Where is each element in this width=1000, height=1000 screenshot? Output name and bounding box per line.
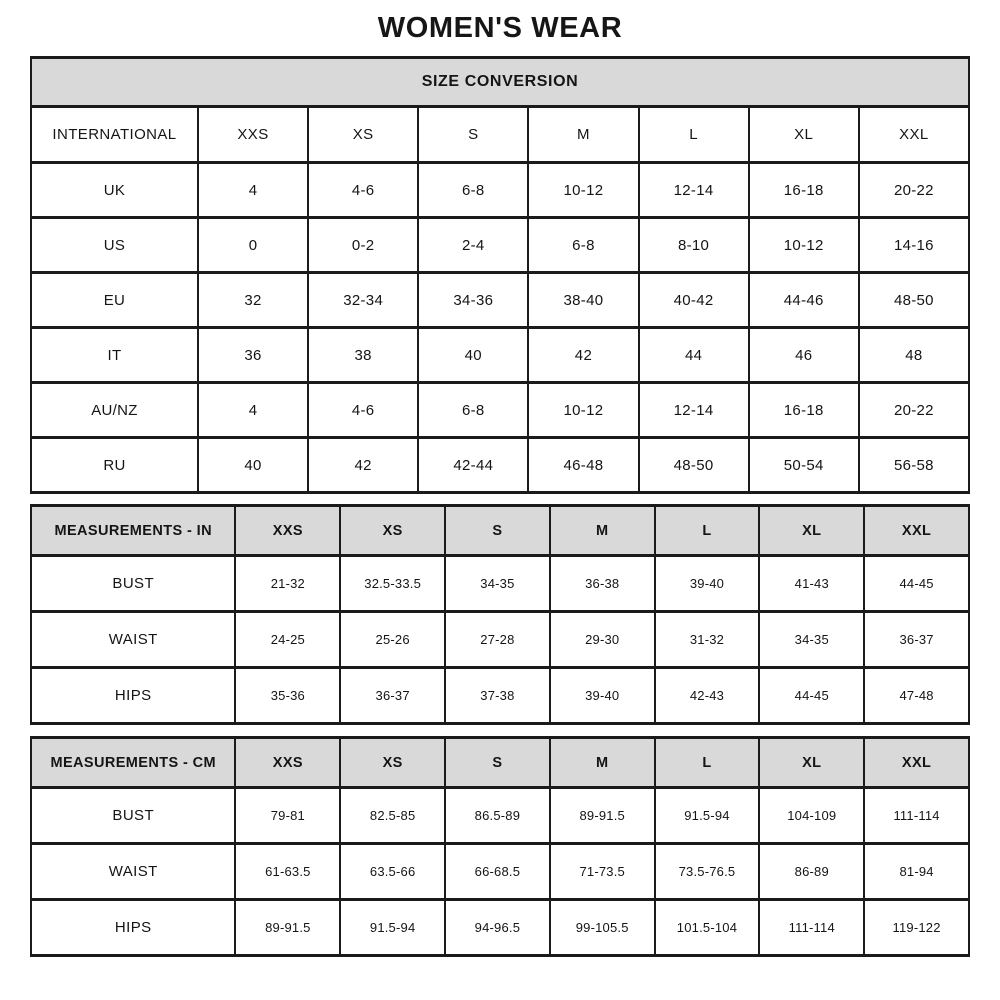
value-cell: 48-50 <box>859 273 969 328</box>
value-cell: 61-63.5 <box>235 844 340 900</box>
column-header: XXS <box>235 738 340 788</box>
table-row <box>31 218 969 273</box>
value-cell: 44-45 <box>864 556 969 612</box>
value-cell: 89-91.5 <box>550 788 655 844</box>
column-header: XXS <box>235 506 340 556</box>
row-header-label: MEASUREMENTS - CM <box>31 738 235 788</box>
value-cell: 34-35 <box>759 612 864 668</box>
value-cell: 36-37 <box>340 668 445 724</box>
table-row <box>31 668 969 724</box>
column-header: M <box>550 506 655 556</box>
column-header: XS <box>340 738 445 788</box>
value-cell: 86-89 <box>759 844 864 900</box>
value-cell: 4 <box>198 383 308 438</box>
row-label: WAIST <box>31 612 235 668</box>
value-cell: 20-22 <box>859 383 969 438</box>
table-row <box>31 844 969 900</box>
value-cell: 71-73.5 <box>550 844 655 900</box>
header-row <box>31 738 969 788</box>
column-header: L <box>639 107 749 163</box>
value-cell: 31-32 <box>655 612 760 668</box>
value-cell: 48 <box>859 328 969 383</box>
row-label: WAIST <box>31 844 235 900</box>
value-cell: 99-105.5 <box>550 900 655 956</box>
column-header: S <box>445 506 550 556</box>
value-cell: 14-16 <box>859 218 969 273</box>
value-cell: 47-48 <box>864 668 969 724</box>
header-row <box>31 506 969 556</box>
value-cell: 111-114 <box>864 788 969 844</box>
value-cell: 37-38 <box>445 668 550 724</box>
column-header: XL <box>759 738 864 788</box>
column-header: L <box>655 738 760 788</box>
value-cell: 38 <box>308 328 418 383</box>
value-cell: 42 <box>528 328 638 383</box>
value-cell: 4 <box>198 163 308 218</box>
value-cell: 4-6 <box>308 163 418 218</box>
column-header: XL <box>749 107 859 163</box>
column-header: XL <box>759 506 864 556</box>
value-cell: 73.5-76.5 <box>655 844 760 900</box>
value-cell: 34-35 <box>445 556 550 612</box>
value-cell: 36-37 <box>864 612 969 668</box>
column-header: XXL <box>864 506 969 556</box>
value-cell: 89-91.5 <box>235 900 340 956</box>
value-cell: 32-34 <box>308 273 418 328</box>
value-cell: 32 <box>198 273 308 328</box>
value-cell: 46-48 <box>528 438 638 493</box>
value-cell: 21-32 <box>235 556 340 612</box>
column-header: XS <box>308 107 418 163</box>
value-cell: 42 <box>308 438 418 493</box>
value-cell: 50-54 <box>749 438 859 493</box>
value-cell: 38-40 <box>528 273 638 328</box>
column-header: XXL <box>859 107 969 163</box>
value-cell: 66-68.5 <box>445 844 550 900</box>
table-title-row <box>31 58 969 107</box>
value-cell: 12-14 <box>639 163 749 218</box>
column-header: L <box>655 506 760 556</box>
value-cell: 12-14 <box>639 383 749 438</box>
value-cell: 79-81 <box>235 788 340 844</box>
measurements-cm-table <box>30 736 970 957</box>
value-cell: 56-58 <box>859 438 969 493</box>
value-cell: 111-114 <box>759 900 864 956</box>
value-cell: 20-22 <box>859 163 969 218</box>
column-header: S <box>418 107 528 163</box>
value-cell: 42-43 <box>655 668 760 724</box>
table-row <box>31 556 969 612</box>
value-cell: 0 <box>198 218 308 273</box>
column-header: XXL <box>864 738 969 788</box>
value-cell: 34-36 <box>418 273 528 328</box>
value-cell: 29-30 <box>550 612 655 668</box>
value-cell: 40 <box>418 328 528 383</box>
row-header-label: INTERNATIONAL <box>31 107 198 163</box>
row-label: UK <box>31 163 198 218</box>
value-cell: 16-18 <box>749 383 859 438</box>
value-cell: 41-43 <box>759 556 864 612</box>
table-row <box>31 328 969 383</box>
table-row <box>31 900 969 956</box>
table-row <box>31 438 969 493</box>
value-cell: 94-96.5 <box>445 900 550 956</box>
value-cell: 101.5-104 <box>655 900 760 956</box>
value-cell: 82.5-85 <box>340 788 445 844</box>
row-label: HIPS <box>31 900 235 956</box>
table-row <box>31 273 969 328</box>
value-cell: 63.5-66 <box>340 844 445 900</box>
row-header-label: MEASUREMENTS - IN <box>31 506 235 556</box>
table-row <box>31 612 969 668</box>
column-header: M <box>550 738 655 788</box>
value-cell: 24-25 <box>235 612 340 668</box>
value-cell: 35-36 <box>235 668 340 724</box>
value-cell: 25-26 <box>340 612 445 668</box>
value-cell: 44-46 <box>749 273 859 328</box>
value-cell: 32.5-33.5 <box>340 556 445 612</box>
table-title: SIZE CONVERSION <box>31 58 969 107</box>
value-cell: 36-38 <box>550 556 655 612</box>
column-header: XS <box>340 506 445 556</box>
value-cell: 36 <box>198 328 308 383</box>
value-cell: 48-50 <box>639 438 749 493</box>
value-cell: 10-12 <box>749 218 859 273</box>
value-cell: 6-8 <box>418 163 528 218</box>
column-header: S <box>445 738 550 788</box>
value-cell: 86.5-89 <box>445 788 550 844</box>
row-label: HIPS <box>31 668 235 724</box>
value-cell: 8-10 <box>639 218 749 273</box>
value-cell: 27-28 <box>445 612 550 668</box>
table-row <box>31 788 969 844</box>
value-cell: 10-12 <box>528 383 638 438</box>
column-header: XXS <box>198 107 308 163</box>
size-chart-page <box>30 0 970 957</box>
value-cell: 39-40 <box>655 556 760 612</box>
page-title: WOMEN'S WEAR <box>377 12 623 44</box>
value-cell: 119-122 <box>864 900 969 956</box>
value-cell: 16-18 <box>749 163 859 218</box>
row-label: RU <box>31 438 198 493</box>
value-cell: 40-42 <box>639 273 749 328</box>
value-cell: 4-6 <box>308 383 418 438</box>
value-cell: 40 <box>198 438 308 493</box>
value-cell: 0-2 <box>308 218 418 273</box>
value-cell: 6-8 <box>418 383 528 438</box>
value-cell: 6-8 <box>528 218 638 273</box>
table-row <box>31 383 969 438</box>
value-cell: 2-4 <box>418 218 528 273</box>
header-row <box>31 107 969 163</box>
row-label: US <box>31 218 198 273</box>
value-cell: 46 <box>749 328 859 383</box>
row-label: BUST <box>31 556 235 612</box>
table-row <box>31 163 969 218</box>
value-cell: 42-44 <box>418 438 528 493</box>
row-label: BUST <box>31 788 235 844</box>
size-conversion-table <box>30 56 970 494</box>
value-cell: 91.5-94 <box>655 788 760 844</box>
value-cell: 91.5-94 <box>340 900 445 956</box>
measurements-in-table <box>30 504 970 725</box>
row-label: IT <box>31 328 198 383</box>
value-cell: 104-109 <box>759 788 864 844</box>
value-cell: 44 <box>639 328 749 383</box>
value-cell: 10-12 <box>528 163 638 218</box>
row-label: EU <box>31 273 198 328</box>
value-cell: 39-40 <box>550 668 655 724</box>
value-cell: 44-45 <box>759 668 864 724</box>
value-cell: 81-94 <box>864 844 969 900</box>
row-label: AU/NZ <box>31 383 198 438</box>
column-header: M <box>528 107 638 163</box>
